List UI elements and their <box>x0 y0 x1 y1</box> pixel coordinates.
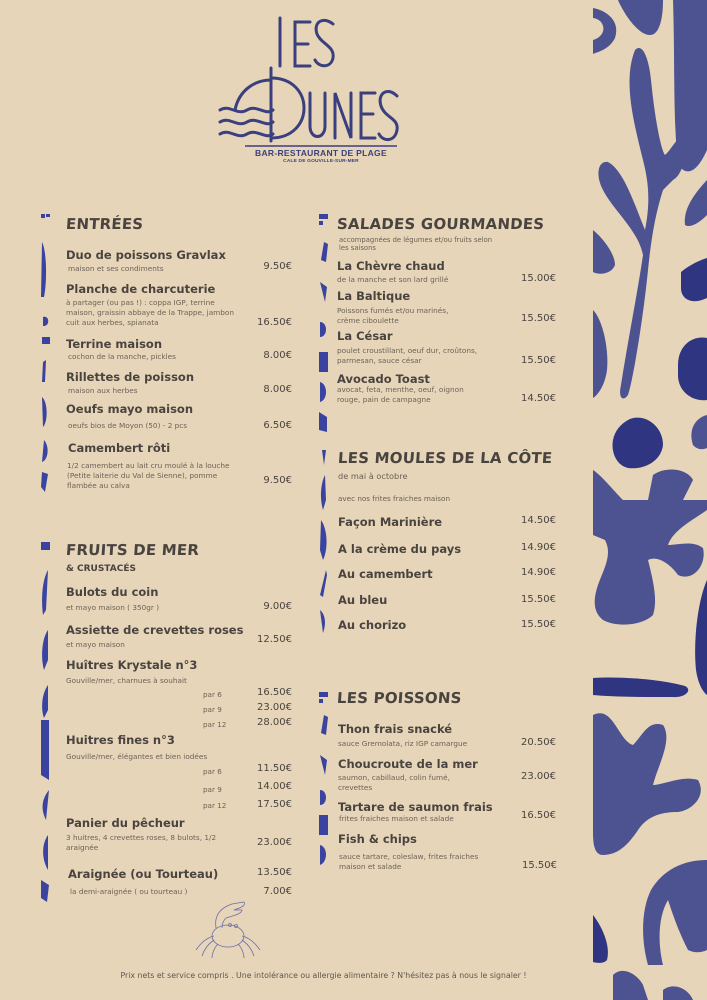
item-desc: et mayo maison ( 350gr ) <box>66 603 160 612</box>
item-price: 28.00€ <box>257 717 292 728</box>
item-name: Avocado Toast <box>337 372 430 386</box>
item-name: Au camembert <box>338 567 433 581</box>
item-price: 20.50€ <box>521 737 556 748</box>
item-desc: Gouville/mer, charnues à souhait <box>66 676 187 685</box>
item-name: Oeufs mayo maison <box>66 402 194 416</box>
item-price: 9.50€ <box>263 261 292 272</box>
section-title-moules: LES MOULES DE LA CÔTE <box>337 449 553 467</box>
logo-location: CALE DE GOUVILLE-SUR-MER <box>283 159 359 164</box>
item-desc: 1/2 camembert au lait cru moulé à la louche (Petite laiterie du Val de Sienne), pomme flambée au calva <box>67 461 230 490</box>
item-price: 9.50€ <box>263 475 292 486</box>
middle-deco-strip-poissons <box>316 690 330 875</box>
section-title-poissons: LES POISSONS <box>336 689 463 707</box>
item-name: Camembert rôti <box>68 441 171 455</box>
item-name: Façon Marinière <box>338 515 443 529</box>
item-name: Tartare de saumon frais <box>338 800 493 814</box>
restaurant-logo <box>215 8 395 164</box>
item-desc: maison et ses condiments <box>68 264 164 273</box>
item-desc: 3 huitres, 4 crevettes roses, 8 bulots, 1/2 araignée <box>66 833 217 852</box>
item-name: La Chèvre chaud <box>337 259 445 273</box>
item-price: 15.50€ <box>521 594 556 605</box>
item-desc: de la manche et son lard grillé <box>337 275 449 284</box>
item-desc: Poissons fumés et/ou marinés, crème ciboulette <box>337 306 449 325</box>
item-price: 14.00€ <box>257 781 292 792</box>
item-desc: oeufs bios de Moyon (50) - 2 pcs <box>68 421 188 430</box>
item-name: Huîtres Krystale n°3 <box>66 658 198 672</box>
crab-illustration <box>188 898 268 958</box>
item-name: Duo de poissons Gravlax <box>66 248 226 262</box>
item-name: Huitres fines n°3 <box>66 733 175 747</box>
item-name: La Baltique <box>337 289 411 303</box>
section-subtitle-crustaces: & CRUSTACÉS <box>66 564 136 574</box>
item-price: 8.00€ <box>263 350 292 361</box>
item-desc: la demi-araignée ( ou tourteau ) <box>70 887 188 896</box>
item-price: 14.90€ <box>521 542 556 553</box>
quantity-label: par 9 <box>203 705 222 714</box>
logo-subtitle: BAR-RESTAURANT DE PLAGE <box>255 148 387 158</box>
item-name: Terrine maison <box>66 337 163 351</box>
item-name: Fish & chips <box>338 832 417 846</box>
left-deco-strip-top <box>38 212 52 494</box>
item-desc: poulet croustillant, oeuf dur, croûtons, parmesan, sauce césar <box>337 346 478 365</box>
quantity-label: par 9 <box>203 785 222 794</box>
item-desc: maison aux herbes <box>68 386 138 395</box>
item-name: A la crème du pays <box>338 542 462 556</box>
item-name: Planche de charcuterie <box>66 282 216 296</box>
quantity-label: par 6 <box>203 767 222 776</box>
item-price: 15.50€ <box>521 313 556 324</box>
item-desc: sauce tartare, coleslaw, frites fraiches maison et salade <box>339 852 479 871</box>
item-desc: et mayo maison <box>66 640 125 649</box>
quantity-label: par 12 <box>203 801 227 810</box>
item-price-half: 7.00€ <box>263 886 292 897</box>
section-subtitle-salades: accompagnées de légumes et/ou fruits selon les saisons <box>339 236 493 252</box>
item-price: 16.50€ <box>521 810 556 821</box>
item-price: 14.50€ <box>521 515 556 526</box>
item-price: 9.00€ <box>263 601 292 612</box>
item-name: Bulots du coin <box>66 585 159 599</box>
item-price: 6.50€ <box>263 420 292 431</box>
left-deco-strip-bottom <box>38 540 52 905</box>
item-price: 16.50€ <box>257 317 292 328</box>
item-price: 14.50€ <box>521 393 556 404</box>
middle-deco-strip-top <box>316 212 330 434</box>
item-price: 17.50€ <box>257 799 292 810</box>
item-price: 23.00€ <box>521 771 556 782</box>
item-desc: saumon, cabillaud, colin fumé, crevettes <box>338 773 450 792</box>
item-price: 11.50€ <box>257 763 292 774</box>
item-desc: à partager (ou pas !) : coppa IGP, terrine maison, graissin abbaye de la Trappe, jambon cuit aux herbes, spianata <box>66 298 235 327</box>
item-name: Au chorizo <box>338 618 407 632</box>
moules-note: avec nos frites fraiches maison <box>338 494 450 503</box>
item-price: 12.50€ <box>257 634 292 645</box>
item-name: Thon frais snacké <box>338 722 453 736</box>
item-desc: Gouville/mer, élégantes et bien iodées <box>66 752 208 761</box>
section-subtitle-moules: de mai à octobre <box>338 471 408 481</box>
quantity-label: par 6 <box>203 690 222 699</box>
coral-decoration <box>593 0 707 1000</box>
item-price: 8.00€ <box>263 384 292 395</box>
item-name: Panier du pêcheur <box>66 816 185 830</box>
section-title-entrees: ENTRÉES <box>65 215 144 233</box>
item-price: 13.50€ <box>257 867 292 878</box>
item-name: La César <box>337 329 393 343</box>
logo-graphic <box>215 8 400 148</box>
quantity-label: par 12 <box>203 720 227 729</box>
item-price: 15.00€ <box>521 273 556 284</box>
item-name: Choucroute de la mer <box>338 757 478 771</box>
item-name: Au bleu <box>338 593 388 607</box>
item-price: 15.50€ <box>522 860 557 871</box>
item-desc: cochon de la manche, pickles <box>68 352 176 361</box>
item-desc: sauce Gremolata, riz IGP camargue <box>338 739 468 748</box>
item-price: 23.00€ <box>257 702 292 713</box>
item-desc: frites fraiches maison et salade <box>339 814 454 823</box>
item-desc: avocat, feta, menthe, oeuf, oignon rouge, pain de campagne <box>337 385 464 404</box>
item-price: 15.50€ <box>521 619 556 630</box>
section-title-fruits-de-mer: FRUITS DE MER <box>65 541 200 559</box>
section-title-salades: SALADES GOURMANDES <box>336 215 545 233</box>
item-name: Assiette de crevettes roses <box>66 623 244 637</box>
item-price: 23.00€ <box>257 837 292 848</box>
footer-note: Prix nets et service compris . Une intolérance ou allergie alimentaire ? N'hésitez pas à nous le signaler ! <box>120 971 527 980</box>
item-name: Araignée (ou Tourteau) <box>68 867 219 881</box>
item-price: 14.90€ <box>521 567 556 578</box>
middle-deco-strip-moules <box>316 445 330 635</box>
item-price: 15.50€ <box>521 355 556 366</box>
item-price: 16.50€ <box>257 687 292 698</box>
item-name: Rillettes de poisson <box>66 370 195 384</box>
